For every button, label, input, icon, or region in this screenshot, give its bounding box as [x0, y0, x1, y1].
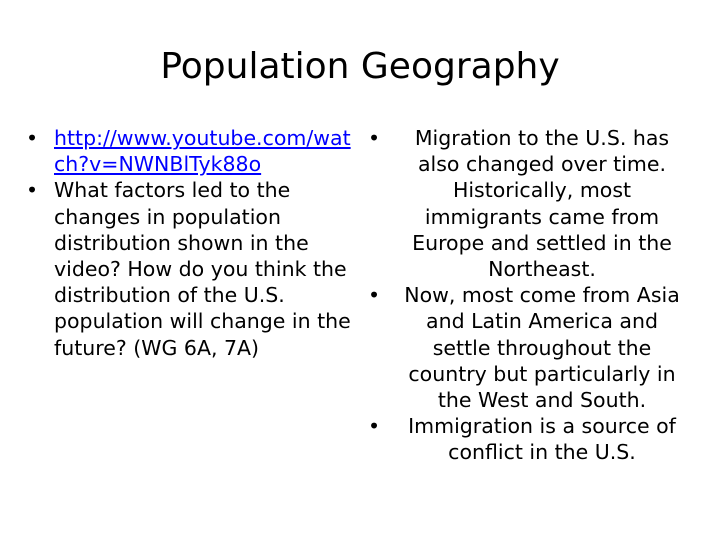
video-link[interactable]: http://www.youtube.com/watch?v=NWNBlTyk88o: [54, 126, 351, 177]
conflict-text: Immigration is a source of conflict in the U.S.: [408, 414, 676, 465]
migration-text: Migration to the U.S. has also changed over time. Historically, most immigrants came from Europe and settled in the Northeast.: [412, 126, 672, 282]
slide-title: Population Geography: [160, 46, 560, 87]
origins-text: Now, most come from Asia and Latin America and settle throughout the country but particularly in the West and South.: [404, 283, 680, 413]
bullet-icon: •: [368, 414, 381, 439]
list-item: [368, 282, 688, 413]
right-bullet-list: [368, 125, 688, 466]
list-item: [368, 125, 688, 282]
bullet-icon: •: [368, 283, 381, 308]
bullet-icon: •: [368, 126, 381, 150]
list-item[interactable]: [26, 125, 356, 177]
list-item: [368, 413, 688, 465]
bullet-icon: •: [26, 178, 39, 203]
bullet-icon: •: [26, 126, 39, 150]
left-bullet-list: [26, 125, 356, 361]
list-item: [26, 177, 356, 360]
question-text: What factors led to the changes in population distribution shown in the video? How do you think the distribution of the U.S. population will change in the future? (WG 6A, 7A): [54, 178, 351, 360]
